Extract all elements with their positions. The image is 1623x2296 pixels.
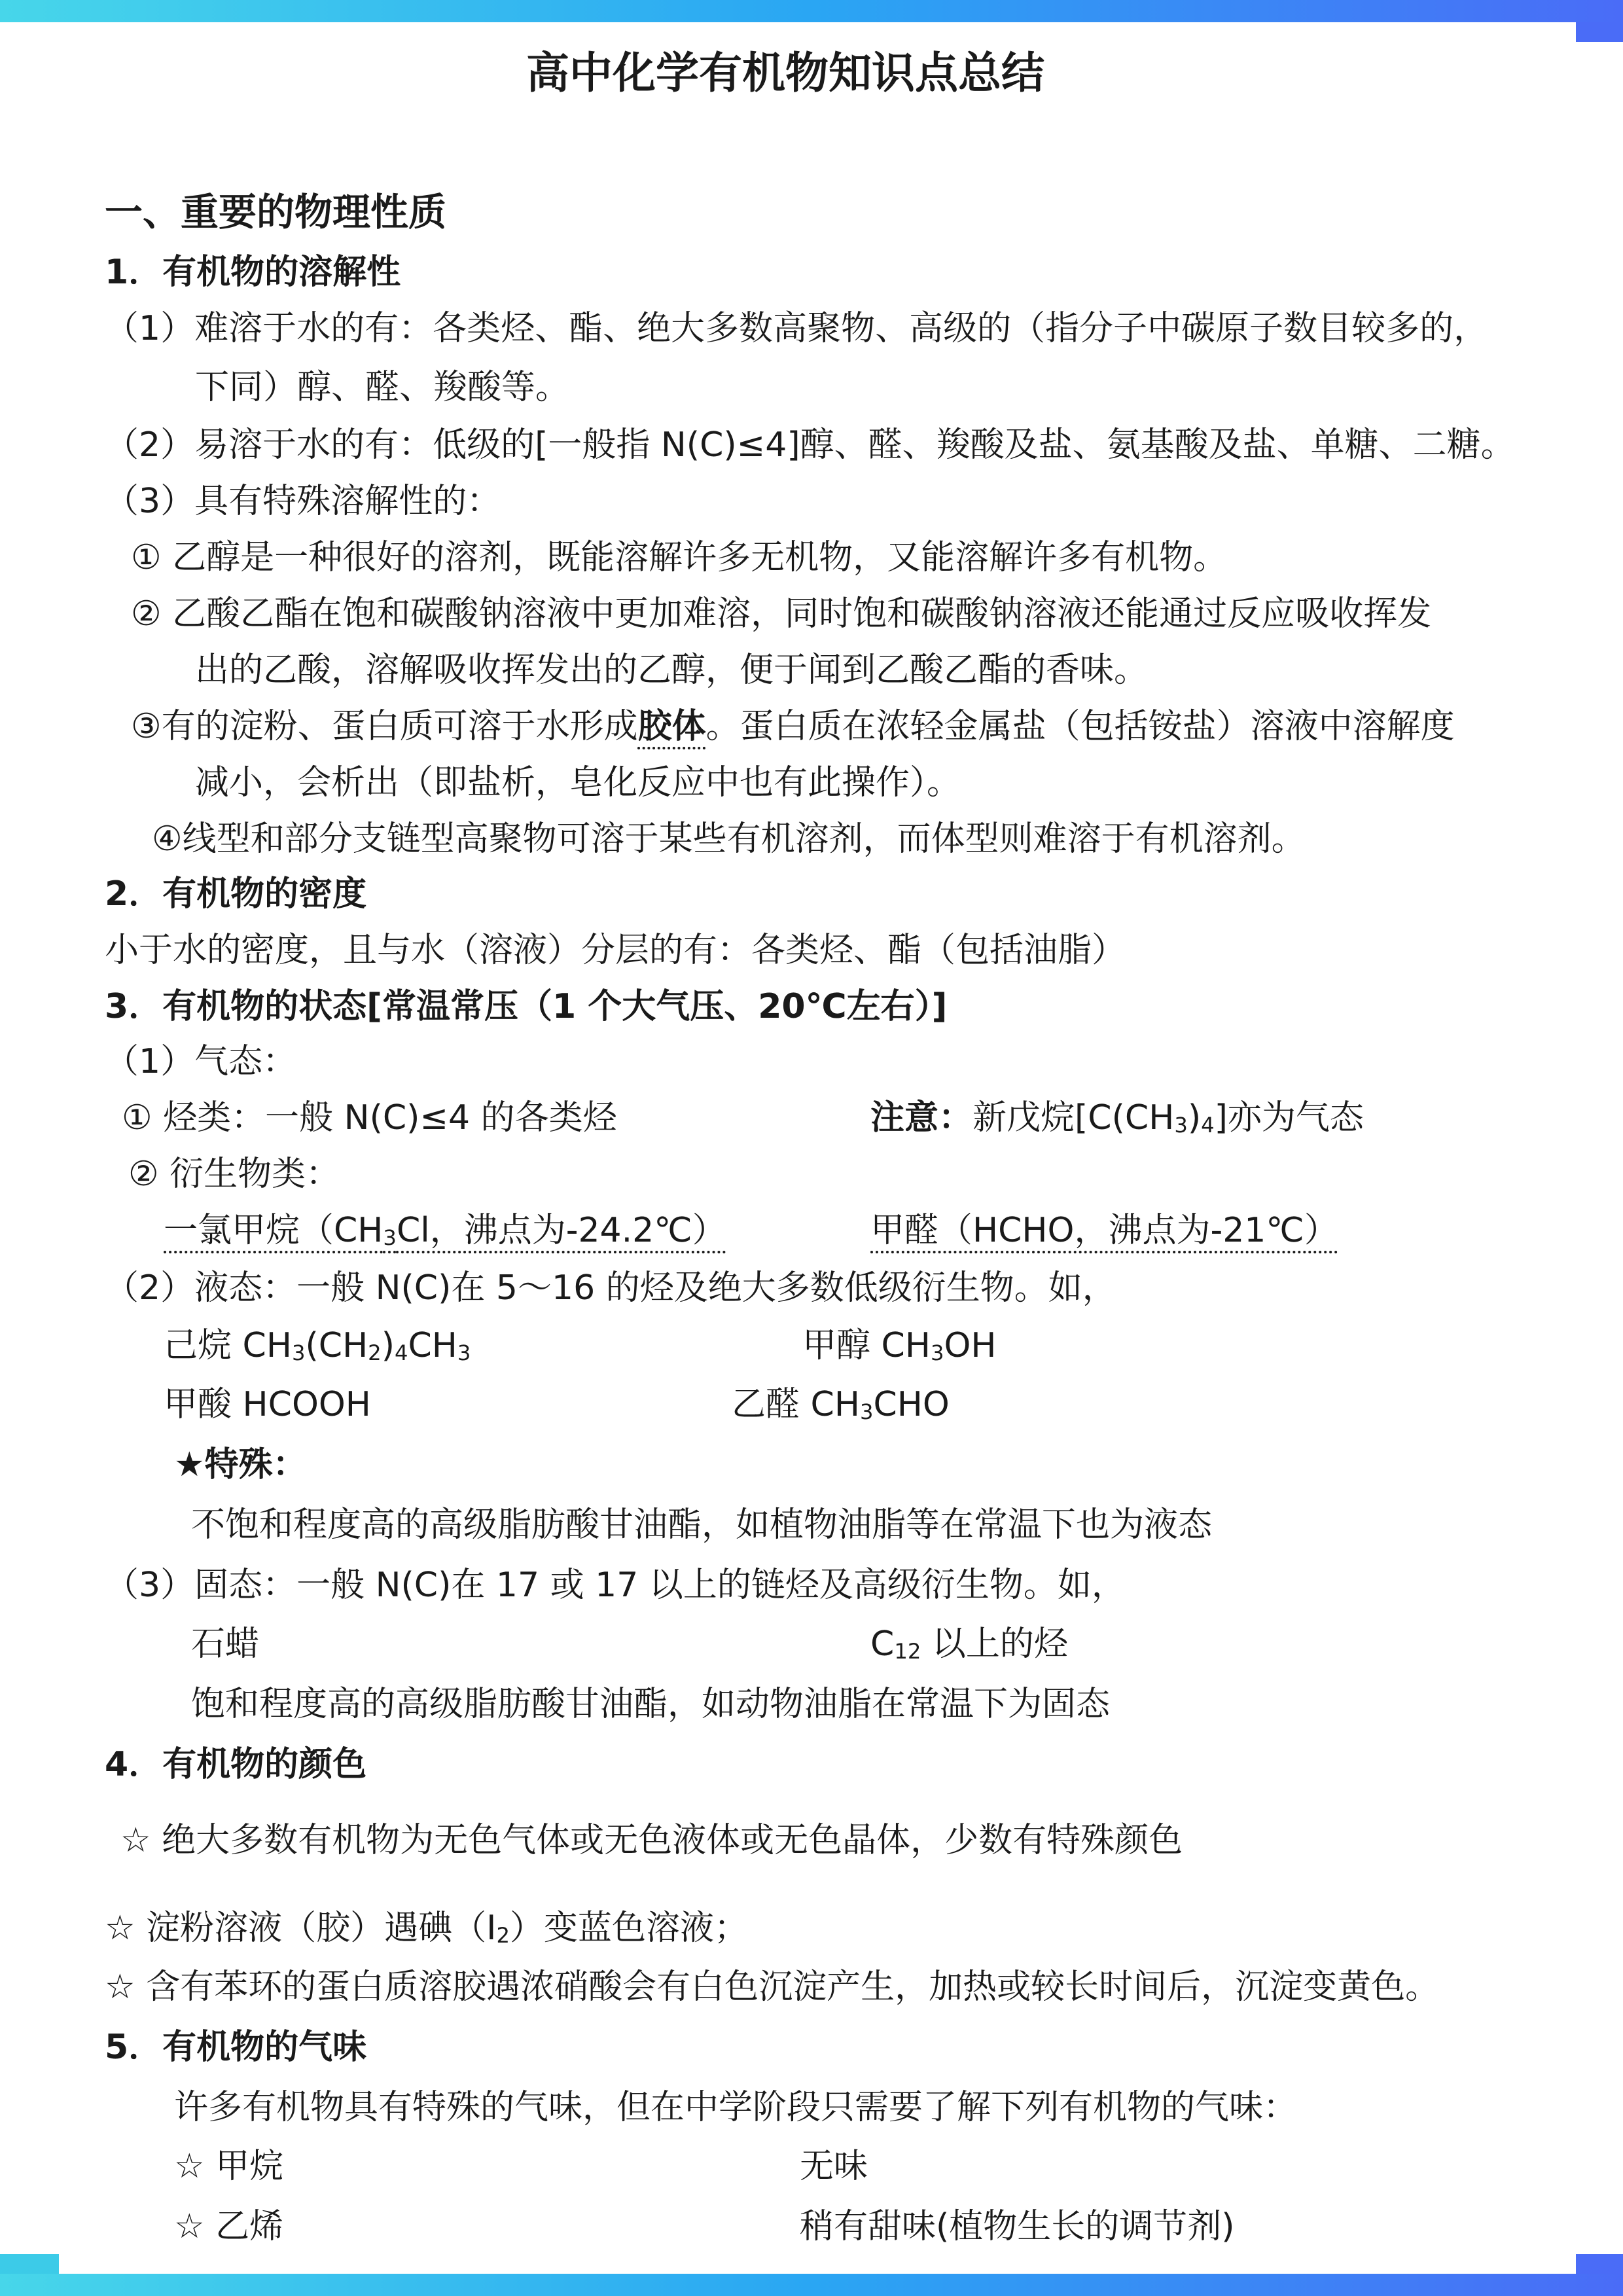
list-item-ethyl-acetate: ② 乙酸乙酯在饱和碳酸钠溶液中更加难溶，同时饱和碳酸钠溶液还能通过反应吸收挥发 — [131, 594, 1432, 634]
solid-c12-hydrocarbons: $C_{12}$ 以上的烃 — [870, 1624, 1068, 1664]
liquid-acetaldehyde: 乙醛 $CH_3CHO$ — [732, 1385, 950, 1424]
subsection-heading-smell: 5．有机物的气味 — [105, 2028, 367, 2067]
bottom-left-decor — [0, 2254, 59, 2274]
paragraph-special-solubility: （3）具有特殊溶解性的： — [105, 482, 501, 521]
subsection-heading-solubility: 1．有机物的溶解性 — [105, 253, 401, 292]
gas-chloromethane: 一氯甲烷（$CH_3Cl$，沸点为-24.2℃） — [164, 1211, 726, 1250]
list-item-starch-protein-cont: 减小，会析出（即盐析，皂化反应中也有此操作）。 — [195, 763, 961, 802]
subsection-heading-state: 3．有机物的状态[常温常压（1 个大气压、20℃左右）] — [105, 987, 948, 1026]
solid-paraffin: 石蜡 — [191, 1624, 260, 1664]
special-label: ★特殊： — [174, 1445, 307, 1484]
paragraph-insoluble-cont: 下同）醇、醛、羧酸等。 — [195, 368, 570, 407]
top-right-decor — [1576, 22, 1623, 42]
bottom-decor-bar — [0, 2274, 1623, 2296]
gas-note: 注意：新戊烷$[C(CH_3)_4]$亦为气态 — [870, 1098, 1364, 1138]
smell-methane-name: ☆ 甲烷 — [174, 2147, 284, 2186]
paragraph-density: 小于水的密度，且与水（溶液）分层的有：各类烃、酯（包括油脂） — [105, 931, 1126, 970]
top-decor-bar — [0, 0, 1623, 22]
gas-formaldehyde: 甲醛（HCHO，沸点为-21℃） — [870, 1211, 1338, 1250]
section-heading-physical-properties: 一、重要的物理性质 — [105, 190, 447, 234]
list-item-polymers: ④线型和部分支链型高聚物可溶于某些有机溶剂，而体型则难溶于有机溶剂。 — [152, 819, 1306, 859]
paragraph-soluble: （2）易溶于水的有：低级的[一般指 N(C)≤4]醇、醛、羧酸及盐、氨基酸及盐、单糖、二糖。 — [105, 425, 1515, 465]
subsection-heading-density: 2．有机物的密度 — [105, 874, 367, 914]
paragraph-gas: （1）气态： — [105, 1042, 297, 1081]
paragraph-insoluble: （1）难溶于水的有：各类烃、酯、绝大多数高聚物、高级的（指分子中碳原子数目较多的， — [105, 309, 1488, 348]
liquid-hexane: 己烷 $CH_3(CH_2)_4CH_3$ — [164, 1326, 471, 1365]
special-text: 不饱和程度高的高级脂肪酸甘油酯，如植物油脂等在常温下也为液态 — [191, 1505, 1213, 1545]
list-item-ethanol: ① 乙醇是一种很好的溶剂，既能溶解许多无机物，又能溶解许多有机物。 — [131, 538, 1228, 577]
smell-ethylene-value: 稍有甜味(植物生长的调节剂) — [800, 2207, 1235, 2246]
liquid-formic-acid: 甲酸 HCOOH — [164, 1385, 371, 1424]
keyword-colloid: 胶体 — [637, 707, 706, 746]
page-title: 高中化学有机物知识点总结 — [526, 48, 1044, 98]
color-item-protein-nitric: ☆ 含有苯环的蛋白质溶胶遇浓硝酸会有白色沉淀产生，加热或较长时间后，沉淀变黄色。 — [105, 1967, 1440, 2007]
subsection-heading-color: 4．有机物的颜色 — [105, 1745, 367, 1784]
bottom-right-decor — [1576, 2254, 1623, 2274]
paragraph-liquid: （2）液态：一般 N(C)在 5～16 的烃及绝大多数低级衍生物。如， — [105, 1268, 1116, 1308]
color-item-colorless: ☆ 绝大多数有机物为无色气体或无色液体或无色晶体，少数有特殊颜色 — [120, 1821, 1183, 1860]
paragraph-smell-intro: 许多有机物具有特殊的气味，但在中学阶段只需要了解下列有机物的气味： — [174, 2088, 1298, 2127]
smell-ethylene-name: ☆ 乙烯 — [174, 2207, 284, 2246]
list-item-ethyl-acetate-cont: 出的乙酸，溶解吸收挥发出的乙醇，便于闻到乙酸乙酯的香味。 — [195, 651, 1149, 690]
color-item-starch-iodine: ☆ 淀粉溶液（胶）遇碘$(I_2)$变蓝色溶液； — [105, 1909, 749, 1948]
gas-hydrocarbons: ① 烃类：一般 N(C)≤4 的各类烃 — [122, 1098, 617, 1138]
list-item-starch-protein: ③有的淀粉、蛋白质可溶于水形成胶体。蛋白质在浓轻金属盐（包括铵盐）溶液中溶解度 — [131, 707, 1455, 746]
liquid-methanol: 甲醇 $CH_3OH$ — [802, 1326, 997, 1365]
smell-methane-value: 无味 — [800, 2147, 868, 2186]
solid-saturated-fats: 饱和程度高的高级脂肪酸甘油酯，如动物油脂在常温下为固态 — [191, 1685, 1111, 1724]
gas-derivatives: ② 衍生物类： — [128, 1155, 340, 1194]
paragraph-solid: （3）固态：一般 N(C)在 17 或 17 以上的链烃及高级衍生物。如， — [105, 1566, 1126, 1605]
